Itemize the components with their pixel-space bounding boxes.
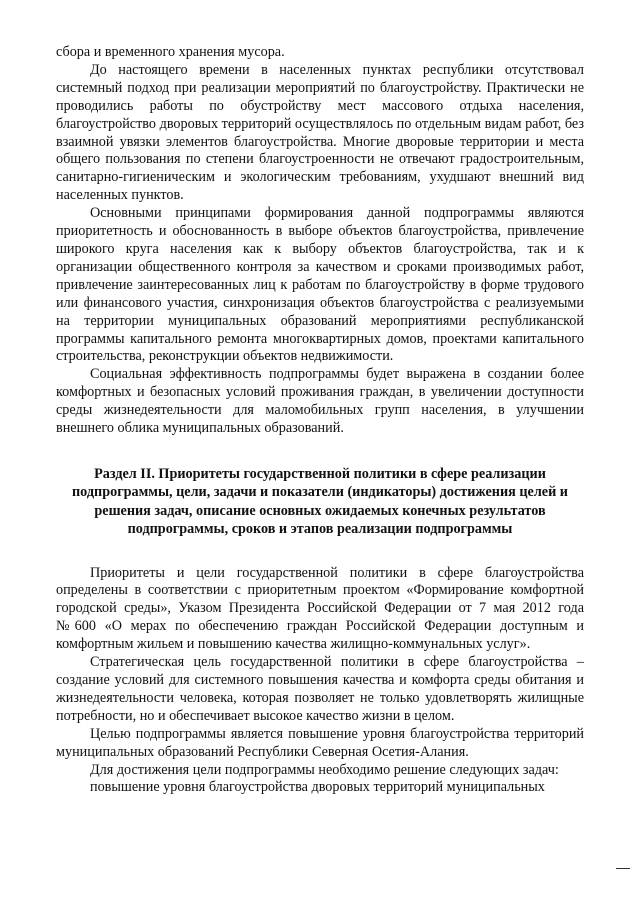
paragraph: До настоящего времени в населенных пунктах республики отсутствовал системный подход при реализации мероприятий по благоустройству. Практически не проводились работы по обустройству мест массового отдыха населения, благоустройство дворовых территорий осуществлялось по отдельным видам работ, без взаимной увязки элементов благоустройства. Многие дворовые территории и места общего пользования по степени благоустроенности не отвечают градостроительным, санитарно-гигиеническим и экологическим требованиям, ухудшают внешний вид населенных пунктов. <box>56 61 584 204</box>
document-page <box>56 44 584 797</box>
paragraph: Целью подпрограммы является повышение уровня благоустройства территорий муниципальных образований Республики Северная Осетия-Алания. <box>56 725 584 760</box>
body-text-after-heading <box>56 565 584 798</box>
paragraph: Для достижения цели подпрограммы необходимо решение следующих задач: <box>90 761 559 778</box>
paragraph: сбора и временного хранения мусора. <box>56 44 285 60</box>
paragraph: Основными принципами формирования данной подпрограммы являются приоритетность и обоснованность в выборе объектов благоустройства, привлечение широкого круга населения как к выбору объектов благоустройства, так и к организации общественного контроля за качеством и сроками производимых работ, привлечение заинтересованных лиц к работам по благоустройству в форме трудового или финансового участия, синхронизация объектов благоустройства с реализуемыми на территории муниципальных образований мероприятиями республиканской программы капитального ремонта многоквартирных домов, проектами капитального строительства, реконструкции объектов недвижимости. <box>56 205 584 365</box>
section-heading-line: подпрограммы, сроков и этапов реализации подпрограммы <box>127 521 513 538</box>
section-heading-line: решения задач, описание основных ожидаемых конечных результатов <box>94 502 546 519</box>
section-heading-line: подпрограммы, цели, задачи и показатели (индикаторы) достижения целей и <box>72 484 568 501</box>
paragraph: Приоритеты и цели государственной политики в сфере благоустройства определены в соответствии с приоритетным проектом «Формирование комфортной городской среды», Указом Президента Российской Федерации от 7 мая 2012 года №600 «О мерах по обеспечению граждан Российской Федерации доступным и комфортным жильем и повышению качества жилищно-коммунальных услуг». <box>56 564 584 653</box>
section-heading-line: Раздел II. Приоритеты государственной политики в сфере реализации <box>94 465 546 482</box>
section-heading <box>56 465 584 539</box>
body-text-before-heading <box>56 44 584 438</box>
paragraph: Социальная эффективность подпрограммы будет выражена в создании более комфортных и безопасных условий проживания граждан, в увеличении доступности среды жизнедеятельности для маломобильных групп населения, в улучшении внешнего облика муниципальных образований. <box>56 366 584 437</box>
page-edge-mark <box>616 868 630 869</box>
paragraph: Стратегическая цель государственной политики в сфере благоустройства – создание условий для системного повышения качества и комфорта среды обитания и жизнедеятельности человека, которая позволяет не только удовлетворять жилищные потребности, но и обеспечивает высокое качество жизни в целом. <box>56 654 584 724</box>
paragraph: повышение уровня благоустройства дворовых территорий муниципальных <box>90 779 545 796</box>
